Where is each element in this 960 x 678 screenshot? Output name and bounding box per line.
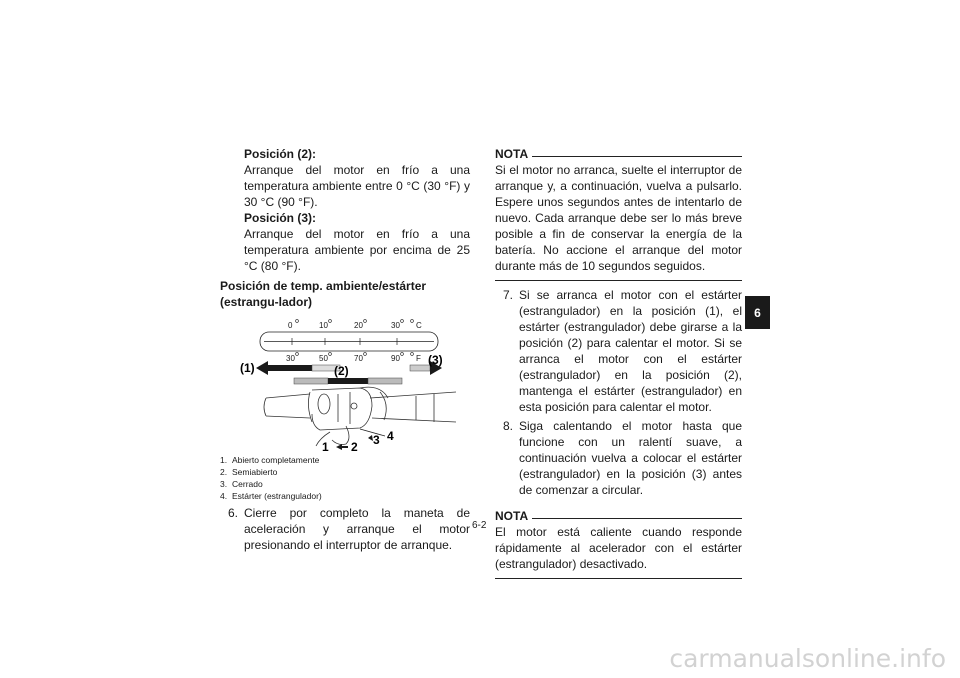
note-2-rule [532, 518, 742, 519]
position-3-text: Arranque del motor en frío a una temperatura ambiente por encima de 25 °C (80 °F). [244, 227, 470, 273]
caption-text: Abierto completamente [232, 455, 320, 465]
position-2-text: Arranque del motor en frío a una temperatura ambiente entre 0 °C (30 °F) y 30 °C (90 °F). [244, 163, 470, 209]
callout-1: 1 [322, 440, 329, 452]
note-2-header [495, 508, 742, 524]
callout-2: 2 [351, 440, 358, 452]
note-1-label: NOTA [495, 147, 529, 161]
callout-arrow-1 [336, 444, 348, 450]
position-1-arrow [256, 361, 312, 375]
handlebar-drawing [264, 387, 456, 446]
note-1-text: Si el motor no arranca, suelte el interruptor de arranque y, a continuación, vuelva a pulsarlo. Espere unos segundos antes de intentarlo de nuevo. Cada arranque debe ser lo más breve posible a fin de conservar la energía de la batería. No accione el arranque del motor durante más de 10 segundos seguidos. [495, 163, 742, 273]
caption-text: Semiabierto [232, 467, 278, 477]
step-7-number: 7. [503, 288, 514, 302]
note-2-end-rule [495, 578, 742, 579]
step-8 [495, 418, 742, 498]
fahrenheit-tick-50: 50 [319, 354, 328, 363]
fahrenheit-tick-70: 70 [354, 354, 363, 363]
watermark: carmanualsonline.info [669, 644, 946, 673]
note-2-text: El motor está caliente cuando responde rápidamente al acelerador con el estárter (estrangulador) desactivado. [495, 525, 742, 571]
celsius-tick-0: 0 [288, 321, 293, 330]
step-6-text: Cierre por completo la maneta de aceleración y arranque el motor presionando el interruptor de arranque. [244, 506, 470, 552]
step-7-text: Si se arranca el motor con el estárter (estrangulador) en la posición (1), el estárter (estrangulador) debe girarse a la posición (2) para calentar el motor. Si se arranca el motor con el estárter (estrangulador) en la posición (2), mantenga el estárter (estrangulador) en esta posición para calentar el motor. [519, 288, 742, 414]
figure-captions [220, 454, 470, 502]
position-2-title: Posición (2): [244, 147, 317, 161]
position-2-gradient-left [294, 378, 328, 384]
celsius-tick-10: 10 [319, 321, 328, 330]
page-number: 6-2 [472, 520, 487, 531]
caption-item [220, 478, 470, 490]
caption-item [220, 454, 470, 466]
caption-number: 3. [220, 479, 228, 489]
position-3-gradient [410, 365, 430, 371]
caption-text: Cerrado [232, 479, 263, 489]
caption-item [220, 466, 470, 478]
position-2-gradient-right [368, 378, 402, 384]
step-6 [220, 505, 470, 553]
caption-number: 4. [220, 491, 228, 501]
celsius-unit: C [416, 321, 422, 330]
chapter-tab: 6 [745, 296, 770, 329]
step-8-number: 8. [503, 419, 514, 433]
note-1-rule [532, 156, 742, 157]
position-1-label: (1) [240, 361, 255, 375]
caption-number: 2. [220, 467, 228, 477]
position-2-label: (2) [334, 364, 349, 378]
step-8-text: Siga calentando el motor hasta que funcione con un ralentí suave, a continuación vuelva a colocar el estárter (estrangulador) en la posición (3) antes de comenzar a circular. [519, 419, 742, 497]
callout-4: 4 [387, 429, 394, 443]
caption-number: 1. [220, 455, 228, 465]
section-heading: Posición de temp. ambiente/estárter (estrangu-lador) [220, 279, 427, 309]
fahrenheit-tick-30: 30 [286, 354, 295, 363]
right-column [495, 146, 742, 579]
position-3-title: Posición (3): [244, 211, 317, 225]
caption-text: Estárter (estrangulador) [232, 491, 322, 501]
left-column [220, 146, 470, 553]
celsius-tick-20: 20 [354, 321, 363, 330]
position-3-label: (3) [428, 353, 443, 367]
fahrenheit-tick-90: 90 [391, 354, 400, 363]
note-1-header [495, 146, 742, 162]
choke-position-figure [220, 314, 460, 452]
note-2-label: NOTA [495, 509, 529, 523]
note-1-end-rule [495, 280, 742, 281]
callout-3: 3 [373, 433, 380, 447]
position-2-bar [328, 378, 368, 384]
fahrenheit-unit: F [416, 354, 421, 363]
step-6-number: 6. [228, 506, 239, 520]
celsius-tick-30: 30 [391, 321, 400, 330]
caption-item [220, 490, 470, 502]
step-7 [495, 287, 742, 415]
